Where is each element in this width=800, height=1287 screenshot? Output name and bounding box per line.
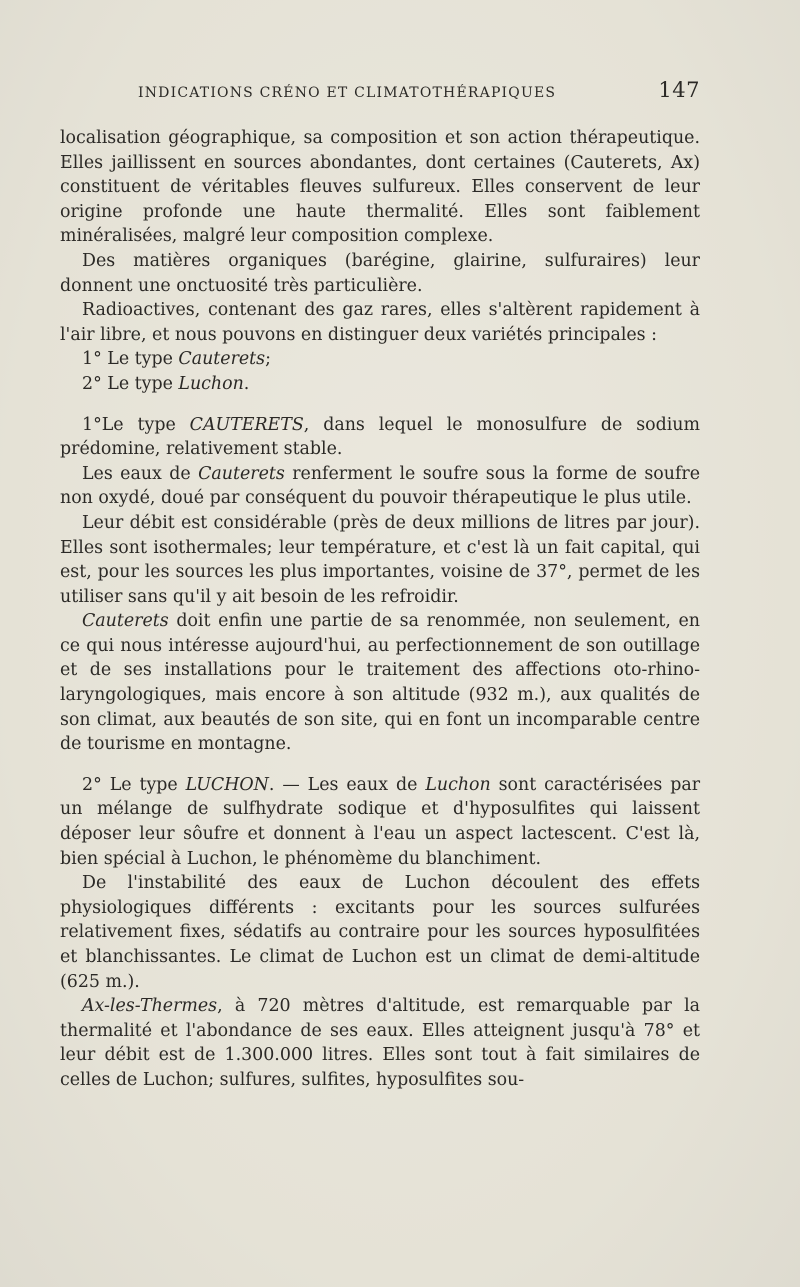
paragraph-3: Radioactives, contenant des gaz rares, elles s'altèrent rapidement à l'air libre, et nous pouvons en distinguer deux variétés principales : <box>60 300 700 345</box>
section-gap <box>60 757 700 773</box>
paragraph-instabilite: De l'instabilité des eaux de Luchon découlent des effets physiologiques différents : excitants pour les sources sulfurées relativement fixes, sédatifs au contraire pour les sources hyposulfitées et blanchissantes. Le climat de Luchon est un climat de demi-altitude (625 m.). <box>60 873 700 992</box>
paragraph-prefix: 2° Le type <box>82 774 186 795</box>
paragraph-emphasis: Luchon <box>425 774 491 795</box>
paragraph-emphasis: Cauterets <box>198 463 285 484</box>
section-gap <box>60 397 700 413</box>
paragraph-text: renferment le soufre sous la forme de soufre non oxydé, doué par conséquent du pouvoir thérapeutique le plus utile. <box>60 463 700 509</box>
list-item-suffix: . <box>243 373 250 394</box>
paragraph-ax-les-thermes <box>60 994 700 1092</box>
page-content <box>60 78 700 1093</box>
page-number: 147 <box>658 78 700 102</box>
paragraph-emphasis: CAUTERETS <box>189 414 304 435</box>
list-item-cauterets <box>60 347 700 372</box>
running-head <box>60 78 700 118</box>
paragraph-text: , à 720 mètres d'altitude, est remarquable par la thermalité et l'abondance de ses eaux. Elles atteignent jusqu'à 78° et leur débit est de 1.300.000 litres. Elles sont tout à fait similaires de celles de Luchon; sulfures, sulfites, hyposulfites sou- <box>60 996 700 1090</box>
list-item-luchon <box>60 372 700 397</box>
paragraph-cauterets-soufre <box>60 462 700 511</box>
paragraph-2: Des matières organiques (barégine, glairine, sulfuraires) leur donnent une onctuosité très particulière. <box>60 250 700 296</box>
list-item-name: Cauterets <box>178 349 266 370</box>
paragraph-emphasis: LUCHON <box>185 774 269 795</box>
paragraph-debit: Leur débit est considérable (près de deux millions de litres par jour). Elles sont isothermales; leur température, et c'est là un fait capital, qui est, pour les sources les plus importantes, voisine de 37°, permet de les utiliser sans qu'il y ait besoin de les refroidir. <box>60 512 700 607</box>
list-item-prefix: 2° Le type <box>82 373 179 394</box>
paragraph-text: sont caractérisées par un mélange de sulfhydrate sodique et d'hyposulfites qui laissent déposer leur sôufre et donnent à l'eau un aspect lactescent. C'est là, bien spécial à Luchon, le phénomème du blanchiment. <box>60 774 701 869</box>
paragraph-renommee <box>60 609 700 757</box>
list-item-name: Luchon <box>178 373 244 394</box>
paragraph-text: doit enfin une partie de sa renommée, non seulement, en ce qui nous intéresse aujourd'hui, au perfectionnement de son outillage et de ses installations pour le traitement des affections oto-rhino-laryngologiques, mais encore à son altitude (932 m.), aux qualités de son climat, aux beautés de son site, qui en font un incomparable centre de tourisme en montagne. <box>60 611 700 755</box>
running-title: INDICATIONS CRÉNO ET CLIMATOTHÉRAPIQUES <box>138 85 557 101</box>
list-item-suffix: ; <box>265 349 271 370</box>
paragraph-1: localisation géographique, sa composition et son action thérapeutique. Elles jaillissent en sources abondantes, dont certaines (Cauterets, Ax) constituent de véritables fleuves sulfureux. Elles conservent de leur origine profonde une haute thermalité. Elles sont faiblement minéralisées, malgré leur composition complexe. <box>60 128 700 247</box>
paragraph-prefix: Les eaux de <box>82 463 199 484</box>
list-item-prefix: 1° Le type <box>82 349 179 370</box>
paragraph-text: , dans lequel le monosulfure de sodium prédomine, relativement stable. <box>60 414 700 460</box>
paragraph-emphasis: Cauterets <box>82 611 169 632</box>
paragraph-prefix: 1°Le type <box>82 414 190 435</box>
paragraph-emphasis: Ax-les-Thermes <box>82 996 218 1017</box>
paragraph-luchon-type <box>60 773 700 871</box>
paragraph-text: . — Les eaux de <box>268 774 426 795</box>
paragraph-cauterets-type <box>60 413 700 462</box>
